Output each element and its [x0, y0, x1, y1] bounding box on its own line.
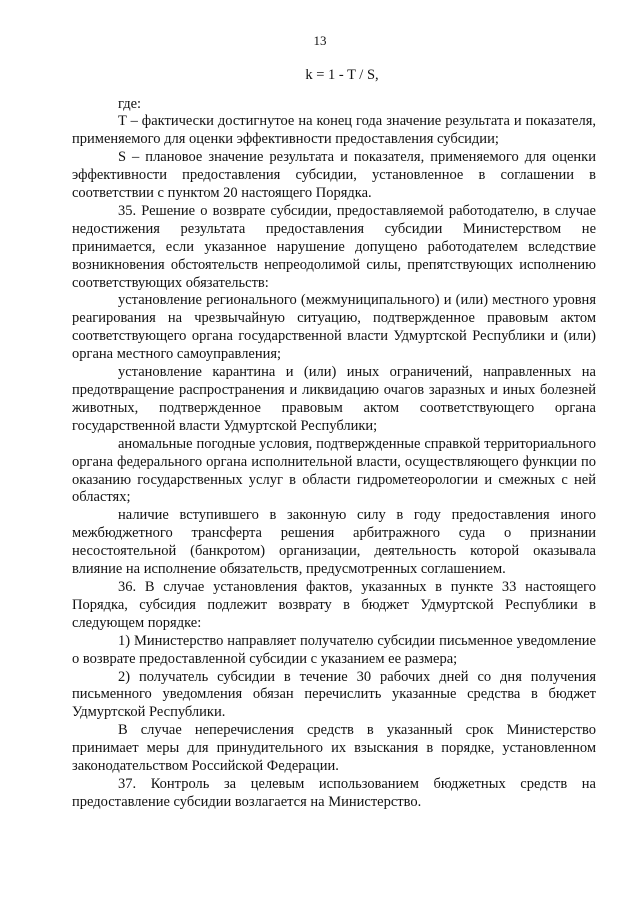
paragraph-clause-35: 35. Решение о возврате субсидии, предоставляемой работодателю, в случае недостижения результата предоставления субсидии Министерством не принимается, если указанное нарушение допущено работодателем вследствие возникновения обстоятельств непреодолимой силы, препятствующих исполнению соответствующих обязательств:: [72, 202, 596, 291]
paragraph-step-2: 2) получатель субсидии в течение 30 рабочих дней со дня получения письменного уведомления обязан перечислить указанные средства в бюджет Удмуртской Республики.: [72, 668, 596, 721]
paragraph-where: где:: [118, 95, 142, 112]
paragraph-definition-t: T – фактически достигнутое на конец года значение результата и показателя, применяемого для оценки эффективности предоставления субсидии;: [72, 113, 596, 148]
formula: k = 1 - T / S,: [305, 67, 379, 83]
paragraph-non-transfer: В случае неперечисления средств в указанный срок Министерство принимает меры для принудительного их взыскания в порядке, установленном законодательством Российской Федерации.: [72, 722, 596, 775]
paragraph-definition-s: S – плановое значение результата и показателя, применяемого для оценки эффективности предоставления субсидии, установленное в соглашении в соответствии с пунктом 20 настоящего Порядка.: [72, 149, 596, 202]
paragraph-bankruptcy: наличие вступившего в законную силу в году предоставления иного межбюджетного трансферта решения арбитражного суда о признании несостоятельной (банкротом) организации, деятельность которой оказывала влияние на исполнение обязательств, предусмотренных соглашением.: [72, 507, 596, 578]
page-number: 13: [313, 33, 327, 48]
paragraph-weather: аномальные погодные условия, подтвержденные справкой территориального органа федерального органа исполнительной власти, осуществляющего функции по оказанию государственных услуг в области гидрометеорологии и смежных с ней областях;: [72, 435, 596, 506]
paragraph-quarantine: установление карантина и (или) иных ограничений, направленных на предотвращение распространения и ликвидацию очагов заразных и иных болезней животных, подтвержденное правовым актом соответствующего органа государственной власти Удмуртской Республики;: [72, 364, 596, 434]
document-body: [72, 96, 596, 812]
paragraph-clause-36: 36. В случае установления фактов, указанных в пункте 33 настоящего Порядка, субсидия подлежит возврату в бюджет Удмуртской Республики в следующем порядке:: [72, 578, 596, 631]
paragraph-step-1: 1) Министерство направляет получателю субсидии письменное уведомление о возврате предоставленной субсидии с указанием ее размера;: [72, 632, 596, 667]
paragraph-clause-37: 37. Контроль за целевым использованием бюджетных средств на предоставление субсидии возлагается на Министерство.: [72, 775, 596, 810]
paragraph-emergency-response: установление регионального (межмуниципального) и (или) местного уровня реагирования на чрезвычайную ситуацию, подтвержденное правовым актом соответствующего органа государственной власти Удмуртской Республики и (или) органа местного самоуправления;: [72, 292, 596, 363]
